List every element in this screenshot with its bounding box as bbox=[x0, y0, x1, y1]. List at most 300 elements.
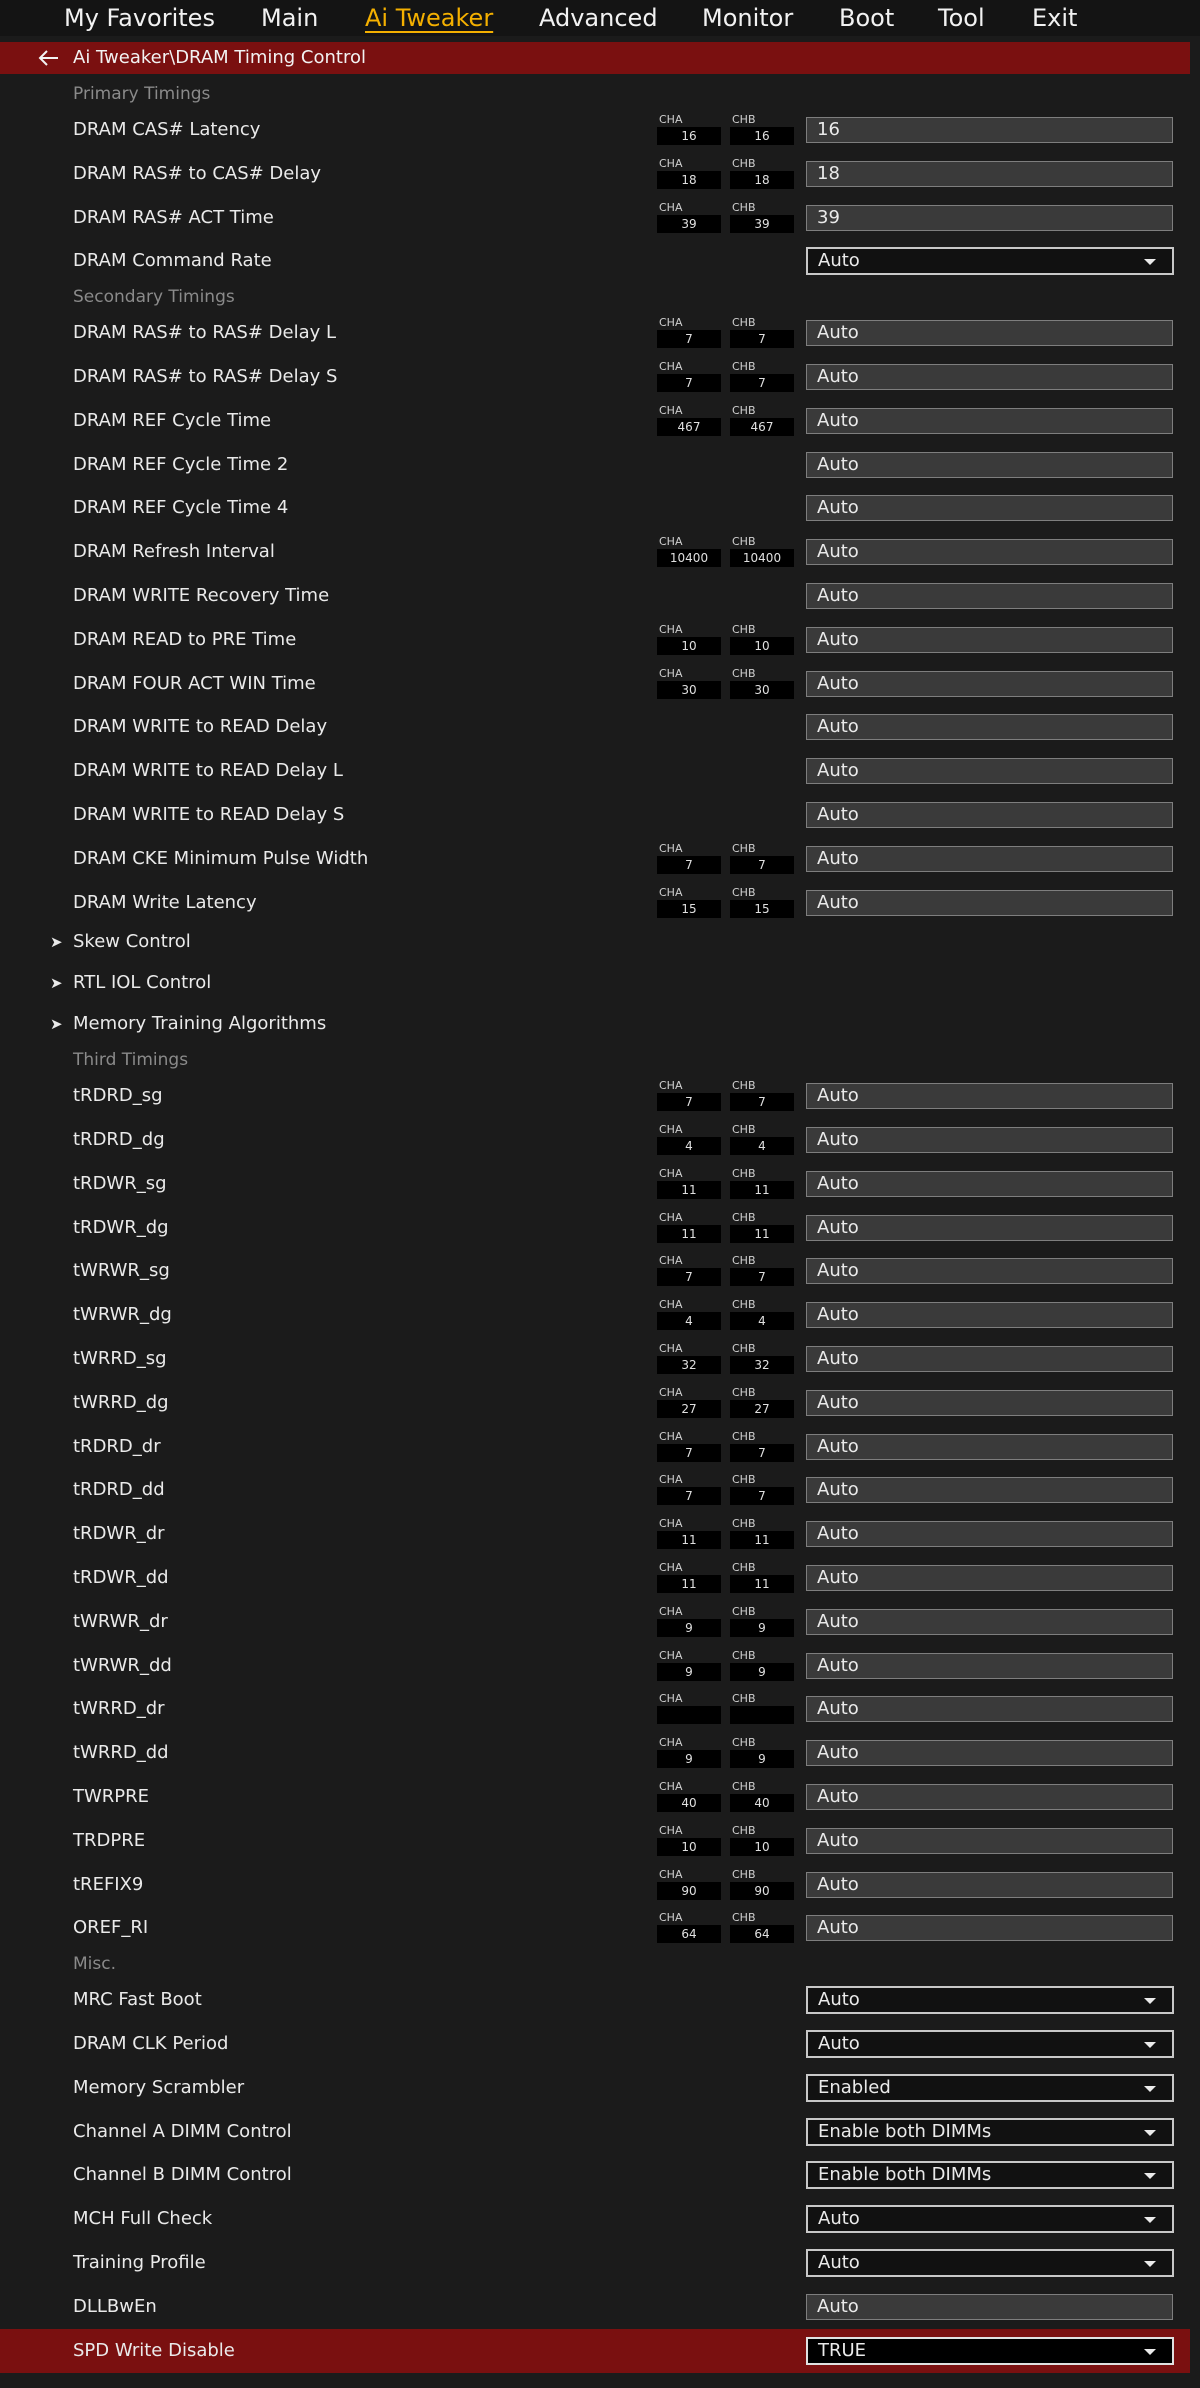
channel-a-value: 7 bbox=[657, 1444, 721, 1462]
setting-input[interactable]: Auto bbox=[806, 583, 1173, 609]
setting-label: DRAM WRITE to READ Delay S bbox=[73, 804, 345, 825]
setting-row-twrwr-dg bbox=[0, 1293, 1190, 1337]
setting-input[interactable]: Auto bbox=[806, 1609, 1173, 1635]
setting-input[interactable]: Auto bbox=[806, 2294, 1173, 2320]
channel-a-value: 9 bbox=[657, 1663, 721, 1681]
channel-b-name: CHB bbox=[732, 1604, 756, 1618]
channel-b-value: 10400 bbox=[730, 549, 794, 567]
channel-b-readout bbox=[730, 361, 794, 393]
channel-b-readout bbox=[730, 1693, 794, 1725]
channel-b-readout bbox=[730, 887, 794, 919]
setting-label: tRDWR_dr bbox=[73, 1523, 165, 1545]
setting-row-twrpre bbox=[0, 1775, 1190, 1819]
channel-b-readout bbox=[730, 317, 794, 349]
setting-input[interactable]: Auto bbox=[806, 1915, 1173, 1941]
channel-b-readout bbox=[730, 1080, 794, 1112]
channel-b-value: 7 bbox=[730, 1093, 794, 1111]
setting-row-twrrd-sg bbox=[0, 1337, 1190, 1381]
channel-a-readout bbox=[657, 1168, 721, 1200]
setting-input[interactable]: Auto bbox=[806, 1477, 1173, 1503]
channel-a-name: CHA bbox=[659, 113, 683, 126]
channel-a-name: CHA bbox=[659, 1648, 683, 1662]
channel-a-value: 27 bbox=[657, 1400, 721, 1418]
setting-label: DRAM CKE Minimum Pulse Width bbox=[73, 847, 369, 869]
channel-b-readout bbox=[730, 536, 794, 568]
dropdown-value: Enable both DIMMs bbox=[818, 2164, 992, 2186]
setting-input[interactable]: 39 bbox=[806, 205, 1173, 231]
setting-input[interactable]: Auto bbox=[806, 1696, 1173, 1722]
channel-a-readout bbox=[657, 1781, 721, 1813]
channel-a-value: 7 bbox=[657, 330, 721, 348]
channel-a-readout bbox=[657, 1825, 721, 1857]
setting-row-dram-ras-act-time bbox=[0, 196, 1190, 240]
channel-b-name: CHB bbox=[732, 1561, 756, 1574]
setting-input[interactable]: Auto bbox=[806, 890, 1173, 916]
setting-label: tRDWR_dg bbox=[73, 1216, 169, 1238]
channel-a-readout bbox=[657, 887, 721, 919]
setting-row-trdwr-sg bbox=[0, 1162, 1190, 1206]
channel-b-value: 18 bbox=[730, 171, 794, 189]
setting-row-dram-command-rate bbox=[0, 239, 1190, 283]
channel-b-name: CHB bbox=[732, 1911, 756, 1925]
setting-input[interactable]: Auto bbox=[806, 1521, 1173, 1547]
channel-b-value: 7 bbox=[730, 1444, 794, 1462]
channel-b-name: CHB bbox=[732, 360, 756, 373]
setting-row-dram-four-act-win-time bbox=[0, 662, 1190, 706]
channel-a-name: CHA bbox=[659, 1867, 683, 1881]
channel-a-value: 32 bbox=[657, 1356, 721, 1374]
setting-row-dram-ref-cycle-time-2 bbox=[0, 443, 1190, 487]
channel-b-name: CHB bbox=[732, 622, 756, 636]
setting-row-twrrd-dd bbox=[0, 1731, 1190, 1775]
setting-dropdown[interactable] bbox=[806, 1986, 1174, 2014]
channel-b-value: 7 bbox=[730, 1268, 794, 1286]
channel-a-readout bbox=[657, 1650, 721, 1682]
setting-input[interactable]: Auto bbox=[806, 1653, 1173, 1679]
channel-b-name: CHB bbox=[732, 403, 756, 417]
channel-b-value: 32 bbox=[730, 1356, 794, 1374]
setting-input[interactable]: Auto bbox=[806, 1434, 1173, 1460]
channel-a-value bbox=[657, 1706, 721, 1724]
setting-row-dram-refresh-interval bbox=[0, 530, 1190, 574]
setting-input[interactable]: Auto bbox=[806, 364, 1173, 390]
dropdown-value: Auto bbox=[818, 1989, 860, 2011]
setting-input[interactable]: Auto bbox=[806, 714, 1173, 740]
channel-b-value: 7 bbox=[730, 374, 794, 392]
channel-b-readout bbox=[730, 202, 794, 234]
setting-input[interactable]: Auto bbox=[806, 758, 1173, 784]
menu-item-exit[interactable]: Exit bbox=[1032, 4, 1078, 32]
channel-a-readout bbox=[657, 1693, 721, 1725]
channel-a-value: 39 bbox=[657, 215, 721, 233]
dropdown-value: Auto bbox=[818, 2208, 860, 2230]
menu-item-main[interactable]: Main bbox=[261, 4, 319, 32]
setting-input[interactable]: Auto bbox=[806, 1258, 1173, 1284]
channel-a-name: CHA bbox=[659, 1911, 683, 1925]
chevron-down-icon bbox=[1144, 2042, 1156, 2048]
channel-b-readout bbox=[730, 1212, 794, 1244]
channel-b-name: CHB bbox=[732, 1648, 756, 1662]
channel-a-value: 30 bbox=[657, 681, 721, 699]
setting-input[interactable]: Auto bbox=[806, 1784, 1173, 1810]
channel-a-readout bbox=[657, 1562, 721, 1594]
channel-a-readout bbox=[657, 843, 721, 875]
setting-row-oref-ri bbox=[0, 1906, 1190, 1950]
channel-a-value: 18 bbox=[657, 171, 721, 189]
chevron-down-icon bbox=[1144, 259, 1156, 265]
channel-b-readout bbox=[730, 624, 794, 656]
channel-b-name: CHB bbox=[732, 1079, 756, 1093]
channel-b-readout bbox=[730, 1781, 794, 1813]
channel-a-name: CHA bbox=[659, 200, 683, 214]
channel-a-value: 7 bbox=[657, 1487, 721, 1505]
channel-a-value: 9 bbox=[657, 1619, 721, 1637]
setting-input[interactable]: Auto bbox=[806, 627, 1173, 653]
channel-a-readout bbox=[657, 1387, 721, 1419]
setting-row-dram-ref-cycle-time bbox=[0, 399, 1190, 443]
setting-label: DLLBwEn bbox=[73, 2295, 157, 2317]
channel-b-readout bbox=[730, 1825, 794, 1857]
setting-input[interactable]: Auto bbox=[806, 1171, 1173, 1197]
menu-item-ai-tweaker[interactable]: Ai Tweaker bbox=[365, 4, 494, 32]
channel-b-name: CHB bbox=[732, 1342, 756, 1355]
setting-input[interactable]: Auto bbox=[806, 1872, 1173, 1898]
channel-b-readout bbox=[730, 1650, 794, 1682]
submenu-rtl-iol-control[interactable] bbox=[0, 961, 1190, 1005]
setting-row-dram-read-to-pre-time bbox=[0, 618, 1190, 662]
setting-input[interactable]: Auto bbox=[806, 1083, 1173, 1109]
channel-a-readout bbox=[657, 114, 721, 146]
setting-row-twrwr-sg bbox=[0, 1249, 1190, 1293]
setting-label: tRDRD_dg bbox=[73, 1129, 165, 1150]
channel-b-value: 7 bbox=[730, 856, 794, 874]
setting-input[interactable]: Auto bbox=[806, 1346, 1173, 1372]
setting-label: DRAM REF Cycle Time bbox=[73, 409, 272, 431]
setting-label: Memory Scrambler bbox=[73, 2076, 245, 2098]
setting-row-dram-write-to-read-delay-s bbox=[0, 793, 1190, 837]
setting-row-dram-cas-latency bbox=[0, 108, 1190, 152]
setting-input[interactable]: Auto bbox=[806, 1740, 1173, 1766]
channel-a-name: CHA bbox=[659, 1342, 683, 1355]
chevron-right-icon: ➤ bbox=[50, 1014, 63, 1033]
channel-a-name: CHA bbox=[659, 156, 683, 170]
channel-a-readout bbox=[657, 668, 721, 700]
setting-label: DRAM FOUR ACT WIN Time bbox=[73, 672, 316, 694]
channel-b-readout bbox=[730, 1869, 794, 1901]
chevron-right-icon: ➤ bbox=[50, 974, 63, 992]
channel-a-value: 7 bbox=[657, 856, 721, 874]
channel-a-name: CHA bbox=[659, 622, 683, 636]
channel-a-readout bbox=[657, 1518, 721, 1550]
channel-b-readout bbox=[730, 1343, 794, 1375]
channel-a-value: 11 bbox=[657, 1181, 721, 1199]
channel-a-name: CHA bbox=[659, 316, 683, 330]
setting-label: tRDRD_dd bbox=[73, 1479, 165, 1501]
dropdown-value: Auto bbox=[818, 2252, 860, 2273]
setting-dropdown[interactable] bbox=[806, 2030, 1174, 2058]
setting-input[interactable]: Auto bbox=[806, 1828, 1173, 1854]
setting-row-dram-ras-to-cas-delay bbox=[0, 152, 1190, 196]
channel-b-readout bbox=[730, 668, 794, 700]
setting-label: tRDWR_dd bbox=[73, 1567, 169, 1588]
channel-b-name: CHB bbox=[732, 1780, 756, 1793]
section-header-third-timings: Third Timings bbox=[73, 1050, 189, 1071]
setting-input[interactable]: Auto bbox=[806, 802, 1173, 828]
menu-item-boot[interactable]: Boot bbox=[839, 4, 895, 32]
setting-label: Channel A DIMM Control bbox=[73, 2120, 292, 2142]
channel-b-readout bbox=[730, 1518, 794, 1550]
channel-b-value: 9 bbox=[730, 1663, 794, 1681]
channel-b-value: 7 bbox=[730, 330, 794, 348]
setting-dropdown[interactable] bbox=[806, 2249, 1174, 2277]
dropdown-value: Auto bbox=[818, 250, 860, 272]
chevron-right-icon: ➤ bbox=[50, 933, 63, 952]
channel-a-name: CHA bbox=[659, 1780, 683, 1793]
channel-a-readout bbox=[657, 624, 721, 656]
setting-label: tRDRD_dr bbox=[73, 1435, 161, 1457]
channel-a-value: 40 bbox=[657, 1794, 721, 1812]
setting-label: Training Profile bbox=[73, 2252, 206, 2273]
channel-a-readout bbox=[657, 1737, 721, 1769]
channel-a-value: 11 bbox=[657, 1575, 721, 1593]
channel-a-value: 7 bbox=[657, 374, 721, 392]
channel-a-name: CHA bbox=[659, 1254, 683, 1268]
channel-b-name: CHB bbox=[732, 1298, 756, 1312]
channel-a-value: 9 bbox=[657, 1750, 721, 1768]
setting-row-dllbwen bbox=[0, 2285, 1190, 2329]
channel-a-readout bbox=[657, 361, 721, 393]
channel-a-name: CHA bbox=[659, 1473, 683, 1487]
chevron-down-icon bbox=[1144, 2349, 1156, 2355]
channel-a-name: CHA bbox=[659, 403, 683, 417]
channel-a-value: 16 bbox=[657, 127, 721, 145]
setting-input[interactable]: Auto bbox=[806, 1127, 1173, 1153]
channel-a-name: CHA bbox=[659, 1298, 683, 1312]
channel-a-value: 4 bbox=[657, 1137, 721, 1155]
channel-b-value: 11 bbox=[730, 1531, 794, 1549]
setting-label: DRAM READ to PRE Time bbox=[73, 628, 297, 650]
channel-b-value: 467 bbox=[730, 418, 794, 436]
setting-row-dram-ras-to-ras-delay-l bbox=[0, 311, 1190, 355]
setting-row-dram-ras-to-ras-delay-s bbox=[0, 355, 1190, 399]
channel-b-value: 40 bbox=[730, 1794, 794, 1812]
setting-label: DRAM Refresh Interval bbox=[73, 541, 275, 563]
setting-label: Channel B DIMM Control bbox=[73, 2164, 292, 2186]
setting-input[interactable]: 16 bbox=[806, 117, 1173, 143]
setting-row-trdrd-dr bbox=[0, 1425, 1190, 1469]
channel-b-name: CHB bbox=[732, 200, 756, 214]
setting-label: TRDPRE bbox=[73, 1829, 146, 1851]
channel-a-value: 7 bbox=[657, 1268, 721, 1286]
setting-row-mch-full-check bbox=[0, 2197, 1190, 2241]
setting-row-mrc-fast-boot bbox=[0, 1978, 1190, 2022]
channel-b-name: CHB bbox=[732, 156, 756, 170]
channel-b-readout bbox=[730, 1474, 794, 1506]
chevron-down-icon bbox=[1144, 2130, 1156, 2136]
setting-row-twrrd-dr bbox=[0, 1687, 1190, 1731]
section-header-misc: Misc. bbox=[73, 1954, 116, 1975]
channel-b-value: 90 bbox=[730, 1882, 794, 1900]
setting-dropdown[interactable] bbox=[806, 247, 1174, 275]
chevron-down-icon bbox=[1144, 2173, 1156, 2179]
channel-a-readout bbox=[657, 536, 721, 568]
dropdown-value: Enabled bbox=[818, 2076, 891, 2098]
channel-b-value: 10 bbox=[730, 1838, 794, 1856]
channel-a-name: CHA bbox=[659, 1429, 683, 1443]
channel-a-name: CHA bbox=[659, 1210, 683, 1224]
setting-label: DRAM WRITE to READ Delay bbox=[73, 716, 328, 738]
setting-label: SPD Write Disable bbox=[73, 2339, 235, 2361]
channel-b-name: CHB bbox=[732, 1823, 756, 1837]
dropdown-value: Enable both DIMMs bbox=[818, 2120, 992, 2142]
channel-a-name: CHA bbox=[659, 1166, 683, 1180]
breadcrumb: Ai Tweaker\DRAM Timing Control bbox=[73, 47, 367, 68]
channel-b-readout bbox=[730, 1562, 794, 1594]
dropdown-value: TRUE bbox=[818, 2339, 867, 2361]
menu-item-tool[interactable]: Tool bbox=[938, 4, 985, 32]
channel-a-readout bbox=[657, 1255, 721, 1287]
setting-row-trdwr-dg bbox=[0, 1206, 1190, 1250]
submenu-memory-training-algorithms[interactable] bbox=[0, 1002, 1190, 1046]
channel-b-name: CHB bbox=[732, 1692, 756, 1706]
menu-item-advanced[interactable]: Advanced bbox=[539, 4, 658, 32]
chevron-down-icon bbox=[1144, 1998, 1156, 2004]
setting-dropdown[interactable] bbox=[806, 2161, 1174, 2189]
submenu-skew-control[interactable] bbox=[0, 920, 1190, 964]
channel-a-readout bbox=[657, 1124, 721, 1156]
setting-label: tWRWR_sg bbox=[73, 1260, 170, 1282]
channel-b-readout bbox=[730, 1912, 794, 1944]
setting-input[interactable]: Auto bbox=[806, 452, 1173, 478]
setting-label: tWRWR_dd bbox=[73, 1654, 172, 1676]
channel-a-value: 10 bbox=[657, 637, 721, 655]
channel-b-name: CHB bbox=[732, 1429, 756, 1443]
channel-b-value bbox=[730, 1706, 794, 1724]
setting-row-trdrd-dd bbox=[0, 1468, 1190, 1512]
setting-label: DRAM WRITE Recovery Time bbox=[73, 585, 330, 606]
channel-b-readout bbox=[730, 405, 794, 437]
channel-b-name: CHB bbox=[732, 535, 756, 549]
channel-a-readout bbox=[657, 1343, 721, 1375]
setting-dropdown[interactable] bbox=[806, 2205, 1174, 2233]
submenu-label[interactable]: Skew Control bbox=[73, 931, 191, 953]
channel-a-readout bbox=[657, 1212, 721, 1244]
channel-a-readout bbox=[657, 202, 721, 234]
channel-a-name: CHA bbox=[659, 1561, 683, 1574]
channel-b-value: 27 bbox=[730, 1400, 794, 1418]
setting-input[interactable]: Auto bbox=[806, 1390, 1173, 1416]
channel-a-readout bbox=[657, 1474, 721, 1506]
channel-b-name: CHB bbox=[732, 666, 756, 680]
setting-label: OREF_RI bbox=[73, 1917, 149, 1939]
setting-label: tWRRD_dg bbox=[73, 1391, 169, 1413]
channel-b-readout bbox=[730, 1606, 794, 1638]
setting-input[interactable]: Auto bbox=[806, 1215, 1173, 1241]
setting-row-trdpre bbox=[0, 1819, 1190, 1863]
setting-input[interactable]: Auto bbox=[806, 671, 1173, 697]
setting-row-dram-clk-period bbox=[0, 2022, 1190, 2066]
channel-b-value: 11 bbox=[730, 1575, 794, 1593]
channel-a-value: 11 bbox=[657, 1531, 721, 1549]
setting-label: DRAM Command Rate bbox=[73, 250, 272, 272]
channel-b-readout bbox=[730, 1255, 794, 1287]
section-header-primary-timings: Primary Timings bbox=[73, 84, 211, 104]
setting-label: DRAM Write Latency bbox=[73, 891, 257, 913]
setting-input[interactable]: Auto bbox=[806, 846, 1173, 872]
menu-item-my-favorites[interactable]: My Favorites bbox=[64, 4, 215, 32]
channel-b-name: CHB bbox=[732, 1867, 756, 1881]
setting-row-trdrd-sg bbox=[0, 1074, 1190, 1118]
setting-input[interactable]: Auto bbox=[806, 539, 1173, 565]
setting-label: DRAM RAS# to RAS# Delay S bbox=[73, 366, 338, 387]
channel-b-name: CHB bbox=[732, 1210, 756, 1224]
setting-input[interactable]: Auto bbox=[806, 408, 1173, 434]
channel-a-value: 4 bbox=[657, 1312, 721, 1330]
setting-row-trefix9 bbox=[0, 1863, 1190, 1907]
submenu-label[interactable]: RTL IOL Control bbox=[73, 972, 212, 993]
channel-a-readout bbox=[657, 317, 721, 349]
submenu-label[interactable]: Memory Training Algorithms bbox=[73, 1012, 327, 1034]
channel-b-name: CHB bbox=[732, 1473, 756, 1487]
channel-a-readout bbox=[657, 1606, 721, 1638]
channel-a-name: CHA bbox=[659, 1385, 683, 1399]
setting-label: DRAM WRITE to READ Delay L bbox=[73, 760, 343, 782]
channel-b-value: 39 bbox=[730, 215, 794, 233]
setting-row-dram-write-latency bbox=[0, 881, 1190, 925]
setting-label: tREFIX9 bbox=[73, 1873, 144, 1895]
channel-b-value: 10 bbox=[730, 637, 794, 655]
channel-a-name: CHA bbox=[659, 360, 683, 373]
setting-input[interactable]: Auto bbox=[806, 495, 1173, 521]
channel-a-name: CHA bbox=[659, 1079, 683, 1093]
setting-label: tRDRD_sg bbox=[73, 1085, 163, 1107]
setting-row-dram-cke-minimum-pulse-width bbox=[0, 837, 1190, 881]
setting-label: TWRPRE bbox=[73, 1786, 150, 1807]
menu-item-monitor[interactable]: Monitor bbox=[702, 4, 794, 32]
channel-a-value: 10 bbox=[657, 1838, 721, 1856]
setting-row-channel-a-dimm-control bbox=[0, 2110, 1190, 2154]
channel-a-value: 15 bbox=[657, 900, 721, 918]
setting-input[interactable]: Auto bbox=[806, 1302, 1173, 1328]
setting-label: tWRWR_dr bbox=[73, 1610, 168, 1632]
channel-b-readout bbox=[730, 114, 794, 146]
setting-dropdown[interactable] bbox=[806, 2074, 1174, 2102]
channel-a-name: CHA bbox=[659, 535, 683, 549]
setting-input[interactable]: 18 bbox=[806, 161, 1173, 187]
channel-b-value: 9 bbox=[730, 1619, 794, 1637]
setting-input[interactable]: Auto bbox=[806, 320, 1173, 346]
setting-label: tWRRD_dd bbox=[73, 1742, 169, 1764]
setting-label: tWRRD_dr bbox=[73, 1698, 165, 1720]
channel-b-readout bbox=[730, 1168, 794, 1200]
channel-a-value: 64 bbox=[657, 1925, 721, 1943]
setting-row-spd-write-disable bbox=[0, 2329, 1190, 2373]
channel-b-value: 7 bbox=[730, 1487, 794, 1505]
channel-a-name: CHA bbox=[659, 1823, 683, 1837]
setting-row-twrrd-dg bbox=[0, 1381, 1190, 1425]
channel-a-name: CHA bbox=[659, 666, 683, 680]
setting-input[interactable]: Auto bbox=[806, 1565, 1173, 1591]
channel-a-readout bbox=[657, 1431, 721, 1463]
channel-b-readout bbox=[730, 158, 794, 190]
channel-b-readout bbox=[730, 1124, 794, 1156]
channel-b-name: CHB bbox=[732, 885, 756, 899]
setting-dropdown[interactable] bbox=[806, 2118, 1174, 2146]
channel-b-name: CHB bbox=[732, 1517, 756, 1531]
setting-row-channel-b-dimm-control bbox=[0, 2153, 1190, 2197]
channel-b-value: 4 bbox=[730, 1312, 794, 1330]
setting-dropdown[interactable] bbox=[806, 2337, 1174, 2365]
